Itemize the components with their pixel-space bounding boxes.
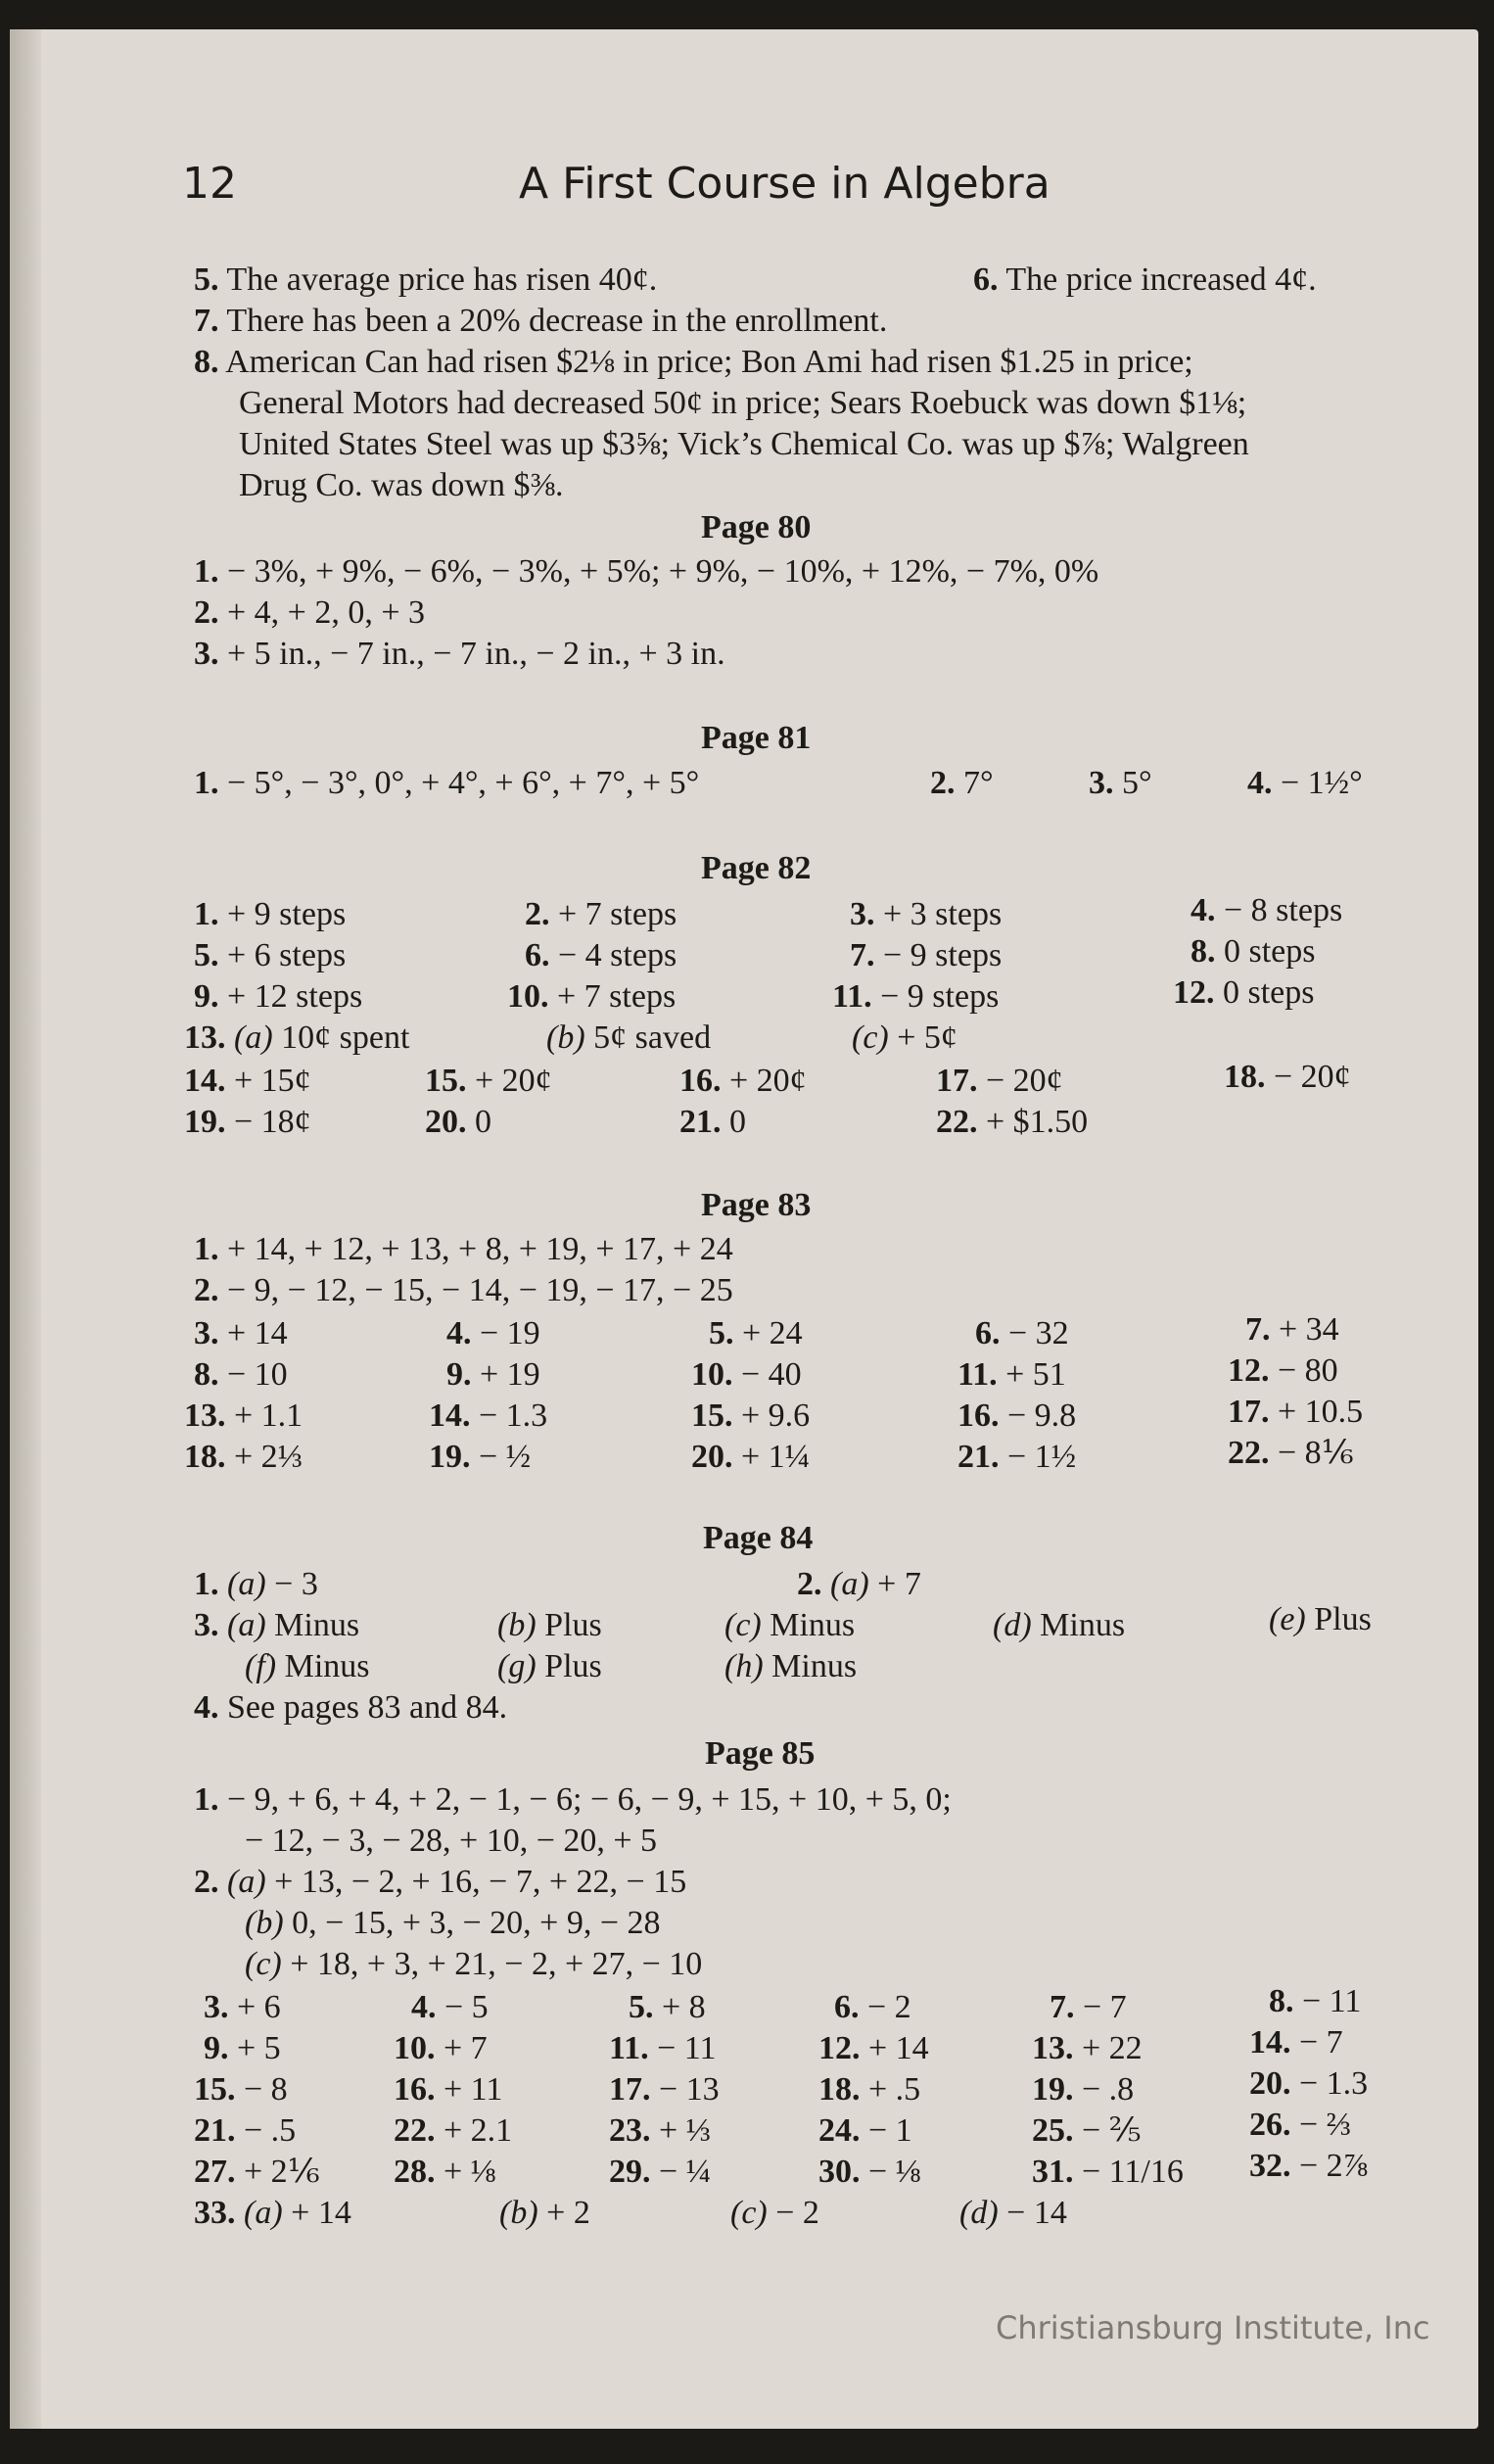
answer-item: 21. − 1½ [957,1439,1077,1475]
answer-item: 8. − 10 [194,1356,288,1393]
answer-item: 8. − 11 [1269,1983,1362,2019]
answer-item: 21. 0 [679,1104,746,1140]
answer-item: 16. + 11 [394,2071,503,2108]
answer-item: 9. + 19 [446,1356,540,1393]
answer-line: Drug Co. was down $⅜. [239,467,564,503]
answer-item: 5. The average price has risen 40¢. [194,261,658,298]
answer-item: 18. + .5 [818,2071,921,2108]
answer-item: 1. − 3%, + 9%, − 6%, − 3%, + 5%; + 9%, − 10%, + 12%, − 7%, 0% [194,553,1099,590]
answer-item: 15. − 8 [194,2071,288,2108]
answer-item: 16. + 20¢ [679,1063,807,1099]
answer-item: 15. + 9.6 [691,1398,811,1434]
page-number: 12 [182,159,237,209]
answer-item: 22. + 2.1 [394,2112,513,2149]
answer-item: 3. 5° [1089,765,1152,801]
answer-item: 22. + $1.50 [936,1104,1089,1140]
answer-item: 26. − ⅔ [1249,2107,1352,2143]
answer-item: 6. − 4 steps [525,937,677,973]
answer-subitem: (c) + 18, + 3, + 21, − 2, + 27, − 10 [245,1946,703,1982]
answer-item: 3. (a) Minus [194,1607,360,1643]
answer-item: 13. + 22 [1032,2030,1143,2066]
answer-item: 1. − 9, + 6, + 4, + 2, − 1, − 6; − 6, − 9, + 15, + 10, + 5, 0; [194,1781,952,1818]
answer-subitem: (b) 0, − 15, + 3, − 20, + 9, − 28 [245,1905,661,1941]
answer-subitem: (e) Plus [1269,1601,1372,1637]
answer-item: 28. + ⅛ [394,2154,496,2190]
answer-subitem: (b) Plus [497,1607,602,1643]
answer-item: 14. + 15¢ [184,1063,311,1099]
answer-line: − 12, − 3, − 28, + 10, − 20, + 5 [245,1823,658,1859]
answer-item: 6. The price increased 4¢. [973,261,1317,298]
answer-subitem: (f) Minus [245,1648,370,1684]
answer-item: 18. + 2⅓ [184,1439,303,1475]
answer-item: 4. − 8 steps [1191,892,1343,928]
answer-item: 27. + 2⅙ [194,2154,320,2190]
answer-item: 10. + 7 steps [507,978,677,1015]
answer-item: 20. − 1.3 [1249,2065,1369,2102]
answer-item: 1. − 5°, − 3°, 0°, + 4°, + 6°, + 7°, + 5° [194,765,700,801]
answer-item: 14. − 7 [1249,2024,1343,2061]
answer-item: 22. − 8⅙ [1228,1435,1354,1471]
watermark-text: Christiansburg Institute, Inc [996,2309,1430,2346]
answer-item: 7. + 34 [1245,1311,1339,1348]
section-heading: Page 82 [701,850,812,886]
answer-subitem: (c) + 5¢ [852,1019,957,1056]
answer-item: 7. There has been a 20% decrease in the enrollment. [194,303,888,339]
answer-item: 2. (a) + 7 [797,1566,921,1602]
answer-subitem: (h) Minus [724,1648,858,1684]
answer-item: 5. + 6 steps [194,937,347,973]
answer-item: 7. − 7 [1050,1989,1127,2025]
answer-line: United States Steel was up $3⅝; Vick’s Chemical Co. was up $⅞; Walgreen [239,426,1249,462]
answer-item: 1. (a) − 3 [194,1566,318,1602]
answer-item: 2. 7° [930,765,994,801]
answer-item: 17. − 13 [609,2071,720,2108]
answer-item: 3. + 6 [204,1989,281,2025]
answer-item: 20. + 1¼ [691,1439,811,1475]
section-heading: Page 80 [701,509,812,545]
answer-item: 12. − 80 [1228,1352,1338,1389]
answer-item: 4. − 5 [411,1989,489,2025]
book-title: A First Course in Algebra [519,159,1050,209]
answer-item: 8. American Can had risen $2⅛ in price; Bon Ami had risen $1.25 in price; [194,344,1193,380]
answer-item: 19. − .8 [1032,2071,1135,2108]
answer-item: 9. + 12 steps [194,978,363,1015]
section-heading: Page 83 [701,1187,812,1223]
answer-item: 1. + 9 steps [194,896,347,932]
answer-item: 10. − 40 [691,1356,802,1393]
answer-item: 11. − 9 steps [832,978,1000,1015]
answer-item: 3. + 14 [194,1315,288,1351]
answer-item: 3. + 3 steps [850,896,1003,932]
answer-item: 24. − 1 [818,2112,912,2149]
answer-subitem: (d) Minus [993,1607,1126,1643]
answer-item: 2. − 9, − 12, − 15, − 14, − 19, − 17, − 25 [194,1272,733,1308]
answer-item: 12. 0 steps [1173,974,1315,1011]
answer-item: 4. See pages 83 and 84. [194,1689,508,1726]
answer-item: 17. + 10.5 [1228,1394,1364,1430]
answer-item: 15. + 20¢ [425,1063,552,1099]
answer-item: 32. − 2⅞ [1249,2148,1369,2184]
section-heading: Page 85 [705,1735,816,1772]
answer-item: 12. + 14 [818,2030,929,2066]
answer-item: 1. + 14, + 12, + 13, + 8, + 19, + 17, + 24 [194,1231,733,1267]
answer-item: 14. − 1.3 [429,1398,548,1434]
answer-item: 5. + 8 [629,1989,706,2025]
answer-item: 6. − 32 [975,1315,1069,1351]
answer-item: 31. − 11/16 [1032,2154,1184,2190]
section-heading: Page 81 [701,720,812,756]
answer-line: General Motors had decreased 50¢ in price; Sears Roebuck was down $1⅛; [239,385,1247,421]
answer-item: 19. − 18¢ [184,1104,311,1140]
page-spine-shadow [10,29,41,2429]
answer-item: 30. − ⅛ [818,2154,921,2190]
answer-item: 10. + 7 [394,2030,488,2066]
answer-item: 13. + 1.1 [184,1398,303,1434]
answer-item: 5. + 24 [709,1315,803,1351]
answer-item: 13. (a) 10¢ spent [184,1019,410,1056]
answer-item: 7. − 9 steps [850,937,1003,973]
answer-item: 23. + ⅓ [609,2112,712,2149]
answer-item: 16. − 9.8 [957,1398,1077,1434]
answer-item: 33. (a) + 14 [194,2195,351,2231]
section-heading: Page 84 [703,1520,814,1556]
answer-subitem: (c) Minus [724,1607,856,1643]
answer-subitem: (c) − 2 [730,2195,819,2231]
answer-item: 11. + 51 [957,1356,1066,1393]
answer-item: 9. + 5 [204,2030,281,2066]
answer-item: 19. − ½ [429,1439,532,1475]
answer-item: 2. + 4, + 2, 0, + 3 [194,594,426,631]
answer-item: 4. − 19 [446,1315,540,1351]
answer-item: 25. − ⅖ [1032,2112,1142,2149]
answer-item: 6. − 2 [834,1989,911,2025]
answer-item: 4. − 1½° [1247,765,1363,801]
answer-subitem: (b) 5¢ saved [546,1019,712,1056]
answer-item: 2. (a) + 13, − 2, + 16, − 7, + 22, − 15 [194,1864,687,1900]
answer-subitem: (d) − 14 [959,2195,1067,2231]
answer-item: 11. − 11 [609,2030,717,2066]
answer-subitem: (g) Plus [497,1648,602,1684]
answer-item: 17. − 20¢ [936,1063,1063,1099]
answer-item: 3. + 5 in., − 7 in., − 7 in., − 2 in., + 3 in. [194,636,725,672]
answer-item: 2. + 7 steps [525,896,677,932]
answer-item: 18. − 20¢ [1224,1059,1351,1095]
answer-item: 29. − ¼ [609,2154,712,2190]
answer-item: 8. 0 steps [1191,933,1316,970]
answer-item: 20. 0 [425,1104,491,1140]
answer-subitem: (b) + 2 [499,2195,590,2231]
book-page [10,29,1478,2429]
answer-item: 21. − .5 [194,2112,297,2149]
